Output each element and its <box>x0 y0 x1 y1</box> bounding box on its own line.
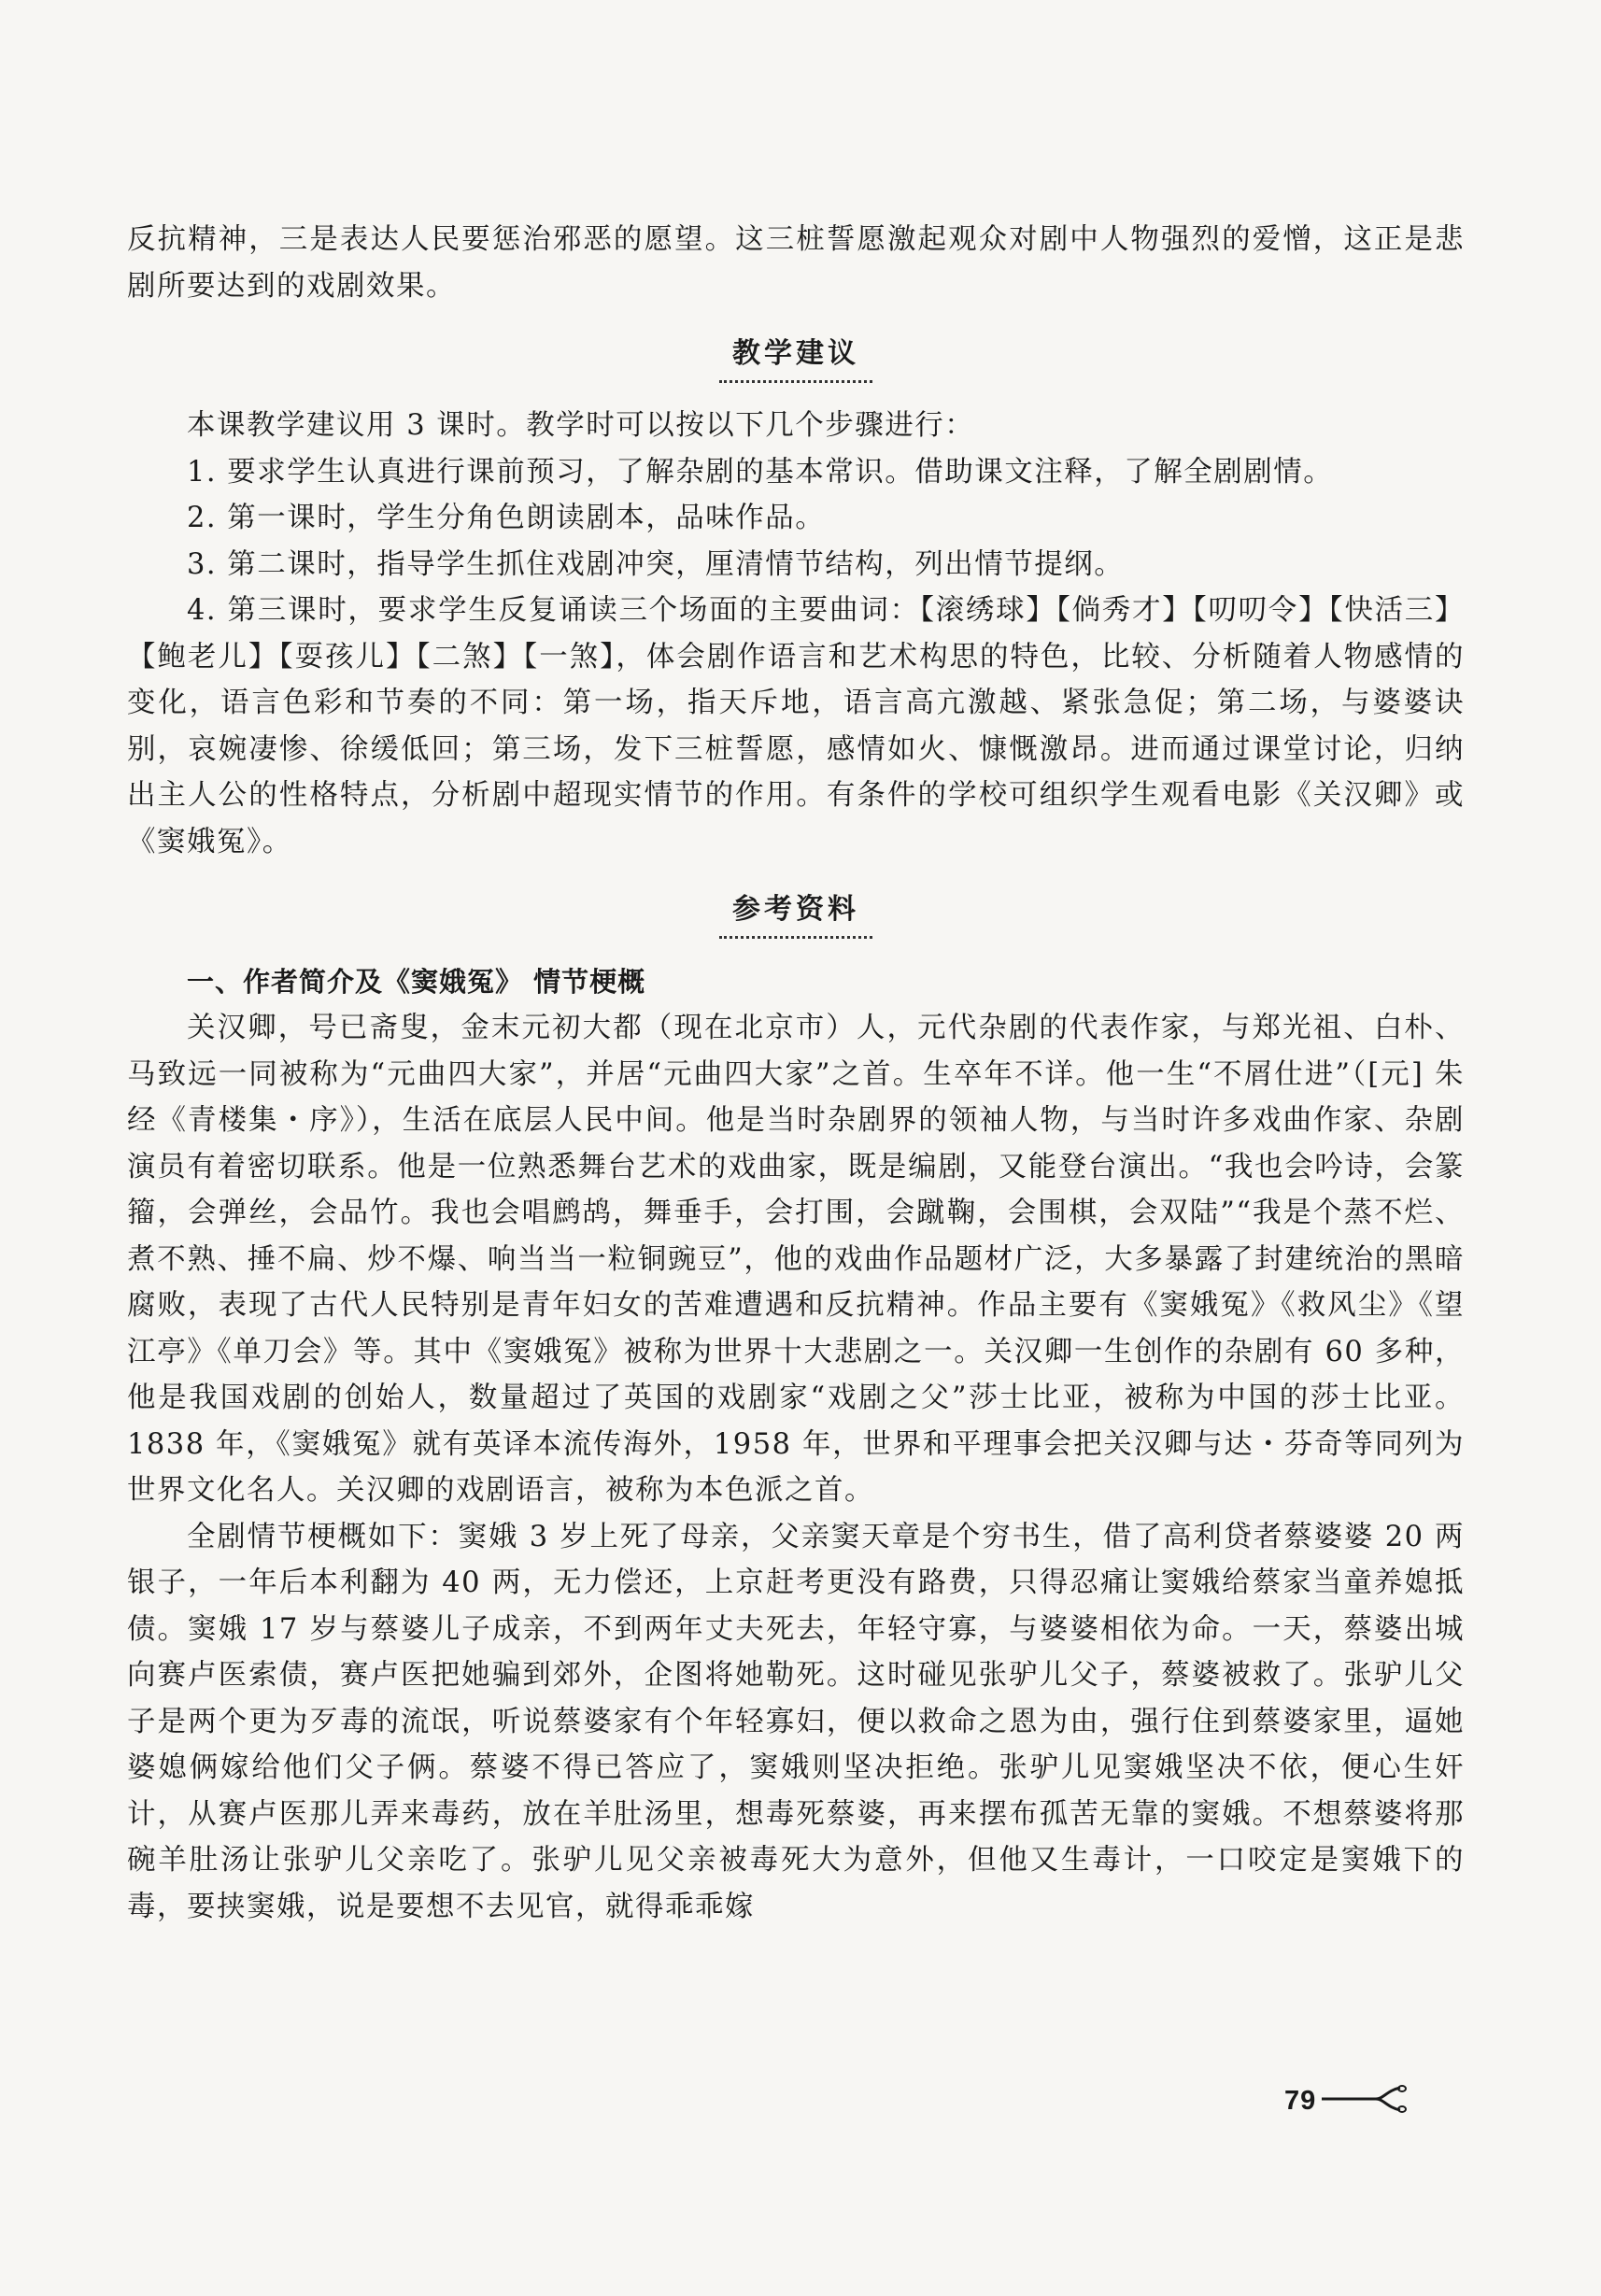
page-footer <box>1284 2085 1408 2117</box>
list-item: 4. 第三课时，要求学生反复诵读三个场面的主要曲词：【滚绣球】【倘秀才】【叨叨令】【快活三】【鲍老儿】【耍孩儿】【二煞】【一煞】，体会剧作语言和艺术构思的特色，比较、分析随着人物感情的变化，语言色彩和节奏的不同：第一场，指天斥地，语言高亢激越、紧张急促；第二场，与婆婆诀别，哀婉凄惨、徐缓低回；第三场，发下三桩誓愿，感情如火、慷慨激昂。进而通过课堂讨论，归纳出主人公的性格特点，分析剧中超现实情节的作用。有条件的学校可组织学生观看电影《关汉卿》或《窦娥冤》。 <box>127 594 1465 858</box>
section-heading-teaching-suggestions <box>127 330 1465 380</box>
section-title: 参考资料 <box>719 886 872 939</box>
paragraph: 本课教学建议用 3 课时。教学时可以按以下几个步骤进行： <box>187 409 975 442</box>
paragraph-continuation: 反抗精神，三是表达人民要惩治邪恶的愿望。这三桩誓愿激起观众对剧中人物强烈的爱憎，这正是悲剧所要达到的戏剧效果。 <box>127 223 1465 303</box>
subheading-author-intro: 一、作者简介及《窦娥冤》 情节梗概 <box>187 966 646 998</box>
list-item: 1. 要求学生认真进行课前预习，了解杂剧的基本常识。借助课文注释，了解全剧剧情。 <box>187 455 1334 489</box>
paragraph: 关汉卿，号已斋叟，金末元初大都（现在北京市）人，元代杂剧的代表作家，与郑光祖、白朴、马致远一同被称为“元曲四大家”，并居“元曲四大家”之首。生卒年不详。他一生“不屑仕进”（[元] 朱经《青楼集・序》），生活在底层人民中间。他是当时杂剧界的领袖人物，与当时许多戏曲作家、杂剧演员有着密切联系。他是一位熟悉舞台艺术的戏曲家，既是编剧，又能登台演出。“我也会吟诗，会篆籀，会弹丝，会品竹。我也会唱鹧鸪，舞垂手，会打围，会蹴鞠，会围棋，会双陆”“我是个蒸不烂、煮不熟、捶不扁、炒不爆、响当当一粒铜豌豆”，他的戏曲作品题材广泛，大多暴露了封建统治的黑暗腐败，表现了古代人民特别是青年妇女的苦难遭遇和反抗精神。作品主要有《窦娥冤》《救风尘》《望江亭》《单刀会》等。其中《窦娥冤》被称为世界十大悲剧之一。关汉卿一生创作的杂剧有 60 多种，他是我国戏剧的创始人，数量超过了英国的戏剧家“戏剧之父”莎士比亚，被称为中国的莎士比亚。1838 年，《窦娥冤》就有英译本流传海外，1958 年，世界和平理事会把关汉卿与达・芬奇等同列为世界文化名人。关汉卿的戏剧语言，被称为本色派之首。 <box>127 1012 1465 1507</box>
scissors-icon <box>1322 2085 1408 2117</box>
list-item: 3. 第二课时，指导学生抓住戏剧冲突，厘清情节结构，列出情节提纲。 <box>187 547 1125 581</box>
section-title: 教学建议 <box>719 330 872 383</box>
paragraph: 全剧情节梗概如下：窦娥 3 岁上死了母亲，父亲窦天章是个穷书生，借了高利贷者蔡婆婆 20 两银子，一年后本利翻为 40 两，无力偿还，上京赶考更没有路费，只得忍痛让窦娥给蔡家当童养媳抵债。窦娥 17 岁与蔡婆儿子成亲，不到两年丈夫死去，年轻守寡，与婆婆相依为命。一天，蔡婆出城向赛卢医索债，赛卢医把她骗到郊外，企图将她勒死。这时碰见张驴儿父子，蔡婆被救了。张驴儿父子是两个更为歹毒的流氓，听说蔡婆家有个年轻寡妇，便以救命之恩为由，强行住到蔡婆家里，逼她婆媳俩嫁给他们父子俩。蔡婆不得已答应了，窦娥则坚决拒绝。张驴儿见窦娥坚决不依，便心生奸计，从赛卢医那儿弄来毒药，放在羊肚汤里，想毒死蔡婆，再来摆布孤苦无靠的窦娥。不想蔡婆将那碗羊肚汤让张驴儿父亲吃了。张驴儿见父亲被毒死大为意外，但他又生毒计，一口咬定是窦娥下的毒，要挟窦娥，说是要想不去见官，就得乖乖嫁 <box>127 1520 1465 1923</box>
list-item: 2. 第一课时，学生分角色朗读剧本，品味作品。 <box>187 502 826 534</box>
section-heading-reference-materials <box>127 886 1465 936</box>
page-content <box>127 217 1465 1930</box>
page-number: 79 <box>1284 2085 1317 2116</box>
